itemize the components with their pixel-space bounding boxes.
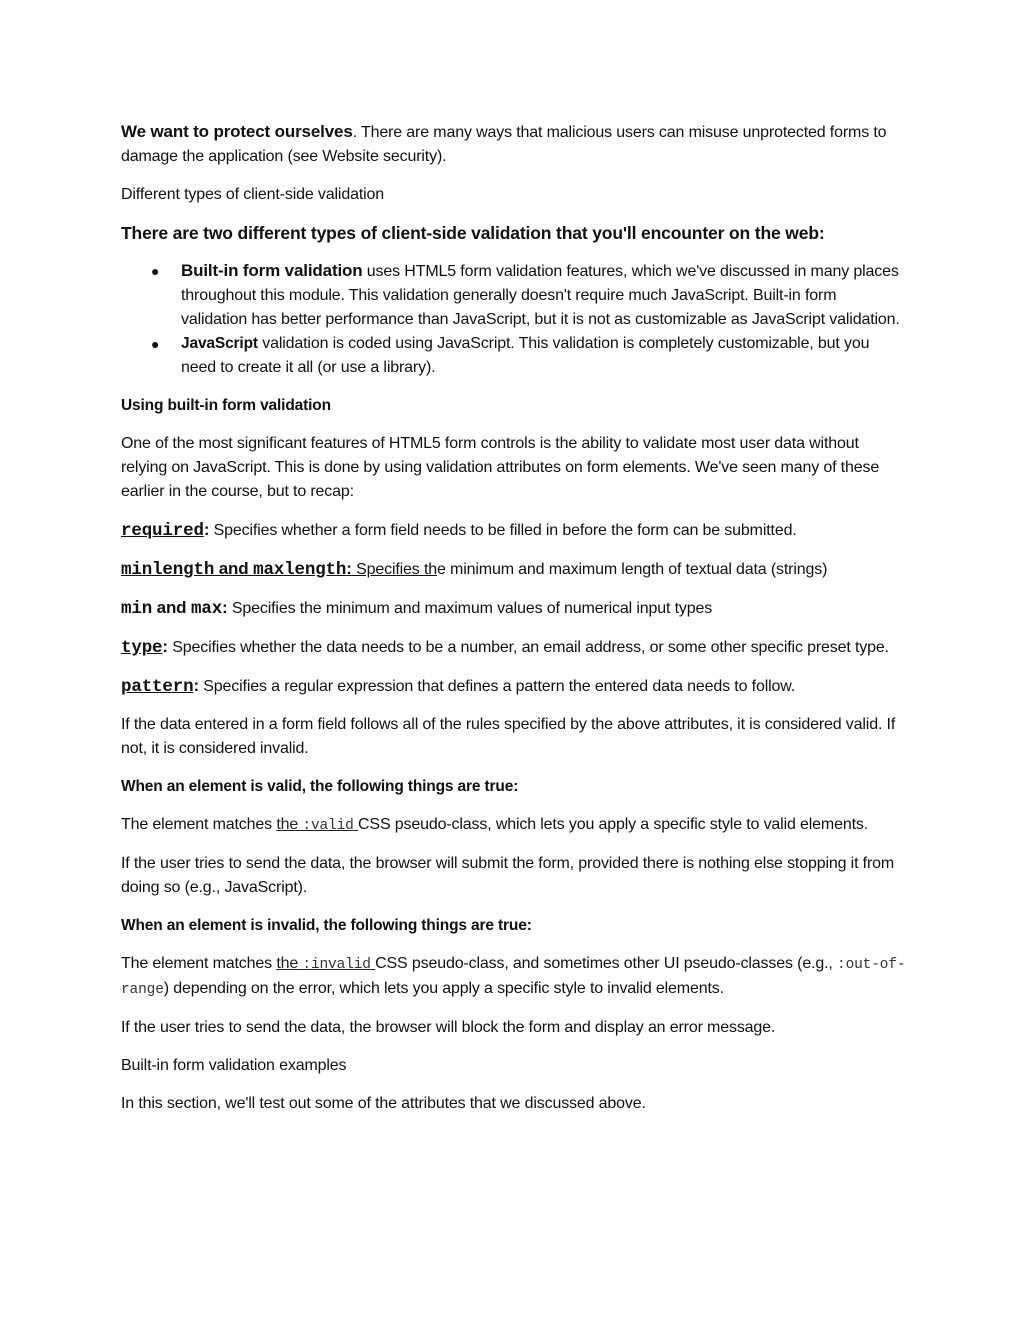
- attr-description: Specifies whether a form field needs to be filled in before the form can be submitted.: [209, 522, 797, 539]
- attr-required: [121, 518, 906, 543]
- attr-colon: :: [222, 598, 228, 617]
- link-code: :invalid: [302, 957, 371, 973]
- list-item-text: uses HTML5 form validation features, which we've discussed in many places throughout this module. This validation generally doesn't require much JavaScript. Built-in form validation has better performance than JavaScript, but it is not as customizable as JavaScript validation.: [181, 263, 900, 328]
- text-segment: CSS pseudo-class, which lets you apply a specific style to valid elements.: [358, 816, 869, 833]
- attr-pattern: [121, 674, 906, 699]
- validation-types-list: [121, 259, 906, 380]
- valid-pseudo-class-link[interactable]: [276, 816, 358, 833]
- text-segment: The element matches: [121, 816, 277, 833]
- inline-code: :out-of-range: [121, 957, 906, 998]
- attr-code: pattern: [121, 677, 194, 697]
- link-text: the: [276, 816, 303, 833]
- invalid-paragraph-2: If the user tries to send the data, the browser will block the form and display an error message.: [121, 1019, 776, 1036]
- invalid-pseudo-class-link[interactable]: [276, 955, 375, 972]
- attr-underline-group: [121, 561, 437, 578]
- document-page: [121, 120, 906, 1130]
- list-item-term: Built-in form validation: [181, 261, 363, 280]
- intro-paragraph: [121, 120, 906, 169]
- attr-code: type: [121, 638, 163, 658]
- invalid-paragraph-1: [121, 952, 906, 1002]
- text-segment: CSS pseudo-class, and sometimes other UI pseudo-classes (e.g.,: [375, 955, 838, 972]
- text-segment: The element matches: [121, 955, 277, 972]
- list-item-text: validation is coded using JavaScript. This validation is completely customizable, but you need to create it all (or use a library).: [181, 335, 870, 376]
- link-text: the: [276, 955, 303, 972]
- attr-description: Specifies a regular expression that defines a pattern the entered data needs to follow.: [198, 678, 796, 695]
- attr-description: e minimum and maximum length of textual data (strings): [437, 561, 828, 578]
- attr-colon: :: [193, 676, 199, 695]
- examples-label: Built-in form validation examples: [121, 1057, 347, 1074]
- attr-code: maxlength: [253, 560, 347, 580]
- attr-description-underlined: Specifies th: [351, 561, 437, 578]
- intro-lead: We want to protect ourselves: [121, 122, 353, 141]
- attr-code: min: [121, 599, 153, 619]
- types-label: Different types of client-side validation: [121, 186, 385, 203]
- bullet-icon: ●: [151, 263, 160, 279]
- invalid-heading: When an element is invalid, the following things are true:: [121, 917, 532, 934]
- attr-colon: :: [162, 637, 168, 656]
- attr-description: Specifies whether the data needs to be a number, an email address, or some other specific preset type.: [167, 639, 889, 656]
- using-heading: Using built-in form validation: [121, 397, 331, 414]
- attr-code: max: [190, 599, 223, 619]
- attr-colon: :: [203, 520, 210, 539]
- examples-text: In this section, we'll test out some of the attributes that we discussed above.: [121, 1095, 646, 1112]
- attr-minmaxlength: [121, 557, 906, 582]
- intro-text: . There are many ways that malicious users can misuse unprotected forms to damage the application (see Website security).: [121, 124, 887, 165]
- link-code: :valid: [302, 818, 354, 834]
- using-text: One of the most significant features of HTML5 form controls is the ability to validate most user data without relying on JavaScript. This is done by using validation attributes on form elements. We've seen many of these earlier in the course, but to recap:: [121, 435, 880, 500]
- types-heading: There are two different types of client-side validation that you'll encounter on the web:: [121, 223, 825, 243]
- valid-heading: When an element is valid, the following things are true:: [121, 778, 519, 795]
- attr-and: and: [214, 559, 254, 578]
- valid-paragraph-1: [121, 813, 906, 838]
- text-segment: ) depending on the error, which lets you apply a specific style to invalid elements.: [163, 980, 724, 997]
- attr-code: minlength: [121, 560, 215, 580]
- valid-intro: If the data entered in a form field follows all of the rules specified by the above attributes, it is considered valid. If not, it is considered invalid.: [121, 716, 896, 757]
- attr-description: Specifies the minimum and maximum values of numerical input types: [227, 600, 713, 617]
- valid-paragraph-2: If the user tries to send the data, the browser will submit the form, provided there is nothing else stopping it from doing so (e.g., JavaScript).: [121, 855, 895, 896]
- attr-minmax: [121, 596, 906, 621]
- attr-type: [121, 635, 906, 660]
- list-item: [151, 259, 906, 332]
- attr-and: and: [152, 598, 191, 617]
- bullet-icon: ●: [151, 336, 160, 352]
- attr-colon: :: [346, 559, 352, 578]
- list-item: [151, 332, 906, 380]
- attr-code: required: [121, 521, 204, 541]
- list-item-term: JavaScript: [181, 335, 258, 352]
